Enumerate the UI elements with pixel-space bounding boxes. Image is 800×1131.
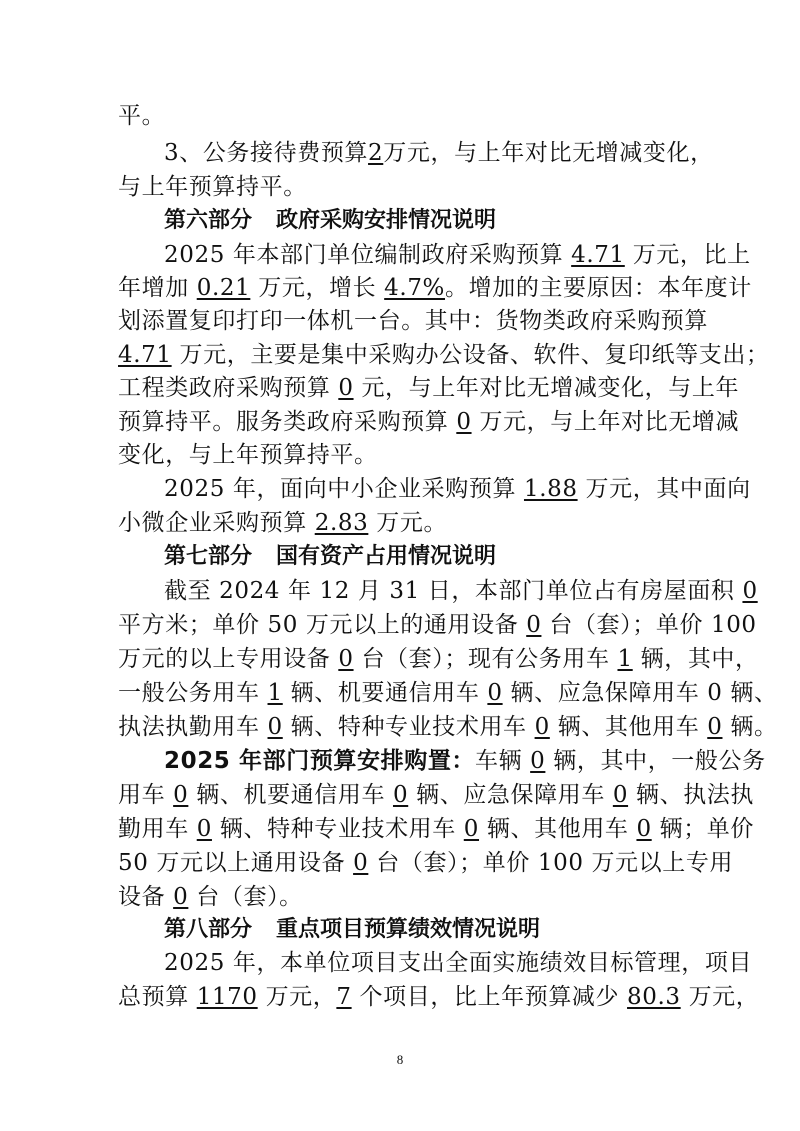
paragraph-line: 截至 2024 年 12 月 31 日，本部门单位占有房屋面积 0 [164,578,758,604]
paragraph-line: 执法执勤用车 0 辆、特种专业技术用车 0 辆、其他用车 0 辆。 [118,714,778,740]
paragraph-line: 一般公务用车 1 辆、机要通信用车 0 辆、应急保障用车 0 辆、 [118,680,778,706]
paragraph-line: 工程类政府采购预算 0 元，与上年对比无增减变化，与上年 [118,375,740,401]
paragraph-line: 勤用车 0 辆、特种专业技术用车 0 辆、其他用车 0 辆；单价 [118,816,754,842]
paragraph-line: 年增加 0.21 万元，增长 4.7%。增加的主要原因：本年度计 [118,275,752,301]
paragraph-line: 与上年预算持平。 [118,174,307,200]
page-number: 8 [396,1052,404,1067]
paragraph-line: 设备 0 台（套）。 [118,884,303,910]
paragraph-line: 2025 年，面向中小企业采购预算 1.88 万元，其中面向 [164,476,751,502]
paragraph-line: 50 万元以上通用设备 0 台（套）；单价 100 万元以上专用 [118,850,734,876]
paragraph-line: 总预算 1170 万元，7 个项目，比上年预算减少 80.3 万元， [118,984,760,1010]
paragraph-line: 2025 年本部门单位编制政府采购预算 4.71 万元，比上 [164,242,751,268]
paragraph-line: 万元的以上专用设备 0 台（套）；现有公务用车 1 辆，其中， [118,646,759,672]
paragraph-line: 2025 年，本单位项目支出全面实施绩效目标管理，项目 [164,950,753,976]
paragraph-line: 2025 年部门预算安排购置：车辆 0 辆，其中，一般公务 [164,748,766,774]
paragraph-line: 预算持平。服务类政府采购预算 0 万元，与上年对比无增减 [118,409,740,435]
section-heading-part8: 第八部分 重点项目预算绩效情况说明 [164,917,541,942]
paragraph-line: 4.71 万元，主要是集中采购办公设备、软件、复印纸等支出； [118,342,770,368]
section-heading-part7: 第七部分 国有资产占用情况说明 [164,544,497,569]
paragraph-line: 小微企业采购预算 2.83 万元。 [118,510,448,536]
paragraph-line: 用车 0 辆、机要通信用车 0 辆、应急保障用车 0 辆、执法执 [118,782,754,808]
paragraph-line: 划添置复印打印一体机一台。其中：货物类政府采购预算 [118,308,708,334]
section-heading-part6: 第六部分 政府采购安排情况说明 [164,208,497,233]
paragraph-line: 平方米；单价 50 万元以上的通用设备 0 台（套）；单价 100 [118,612,757,638]
paragraph-line: 3、公务接待费预算2万元，与上年对比无增减变化， [164,140,714,166]
paragraph-line: 变化，与上年预算持平。 [118,442,378,468]
paragraph-line: 平。 [118,103,166,129]
